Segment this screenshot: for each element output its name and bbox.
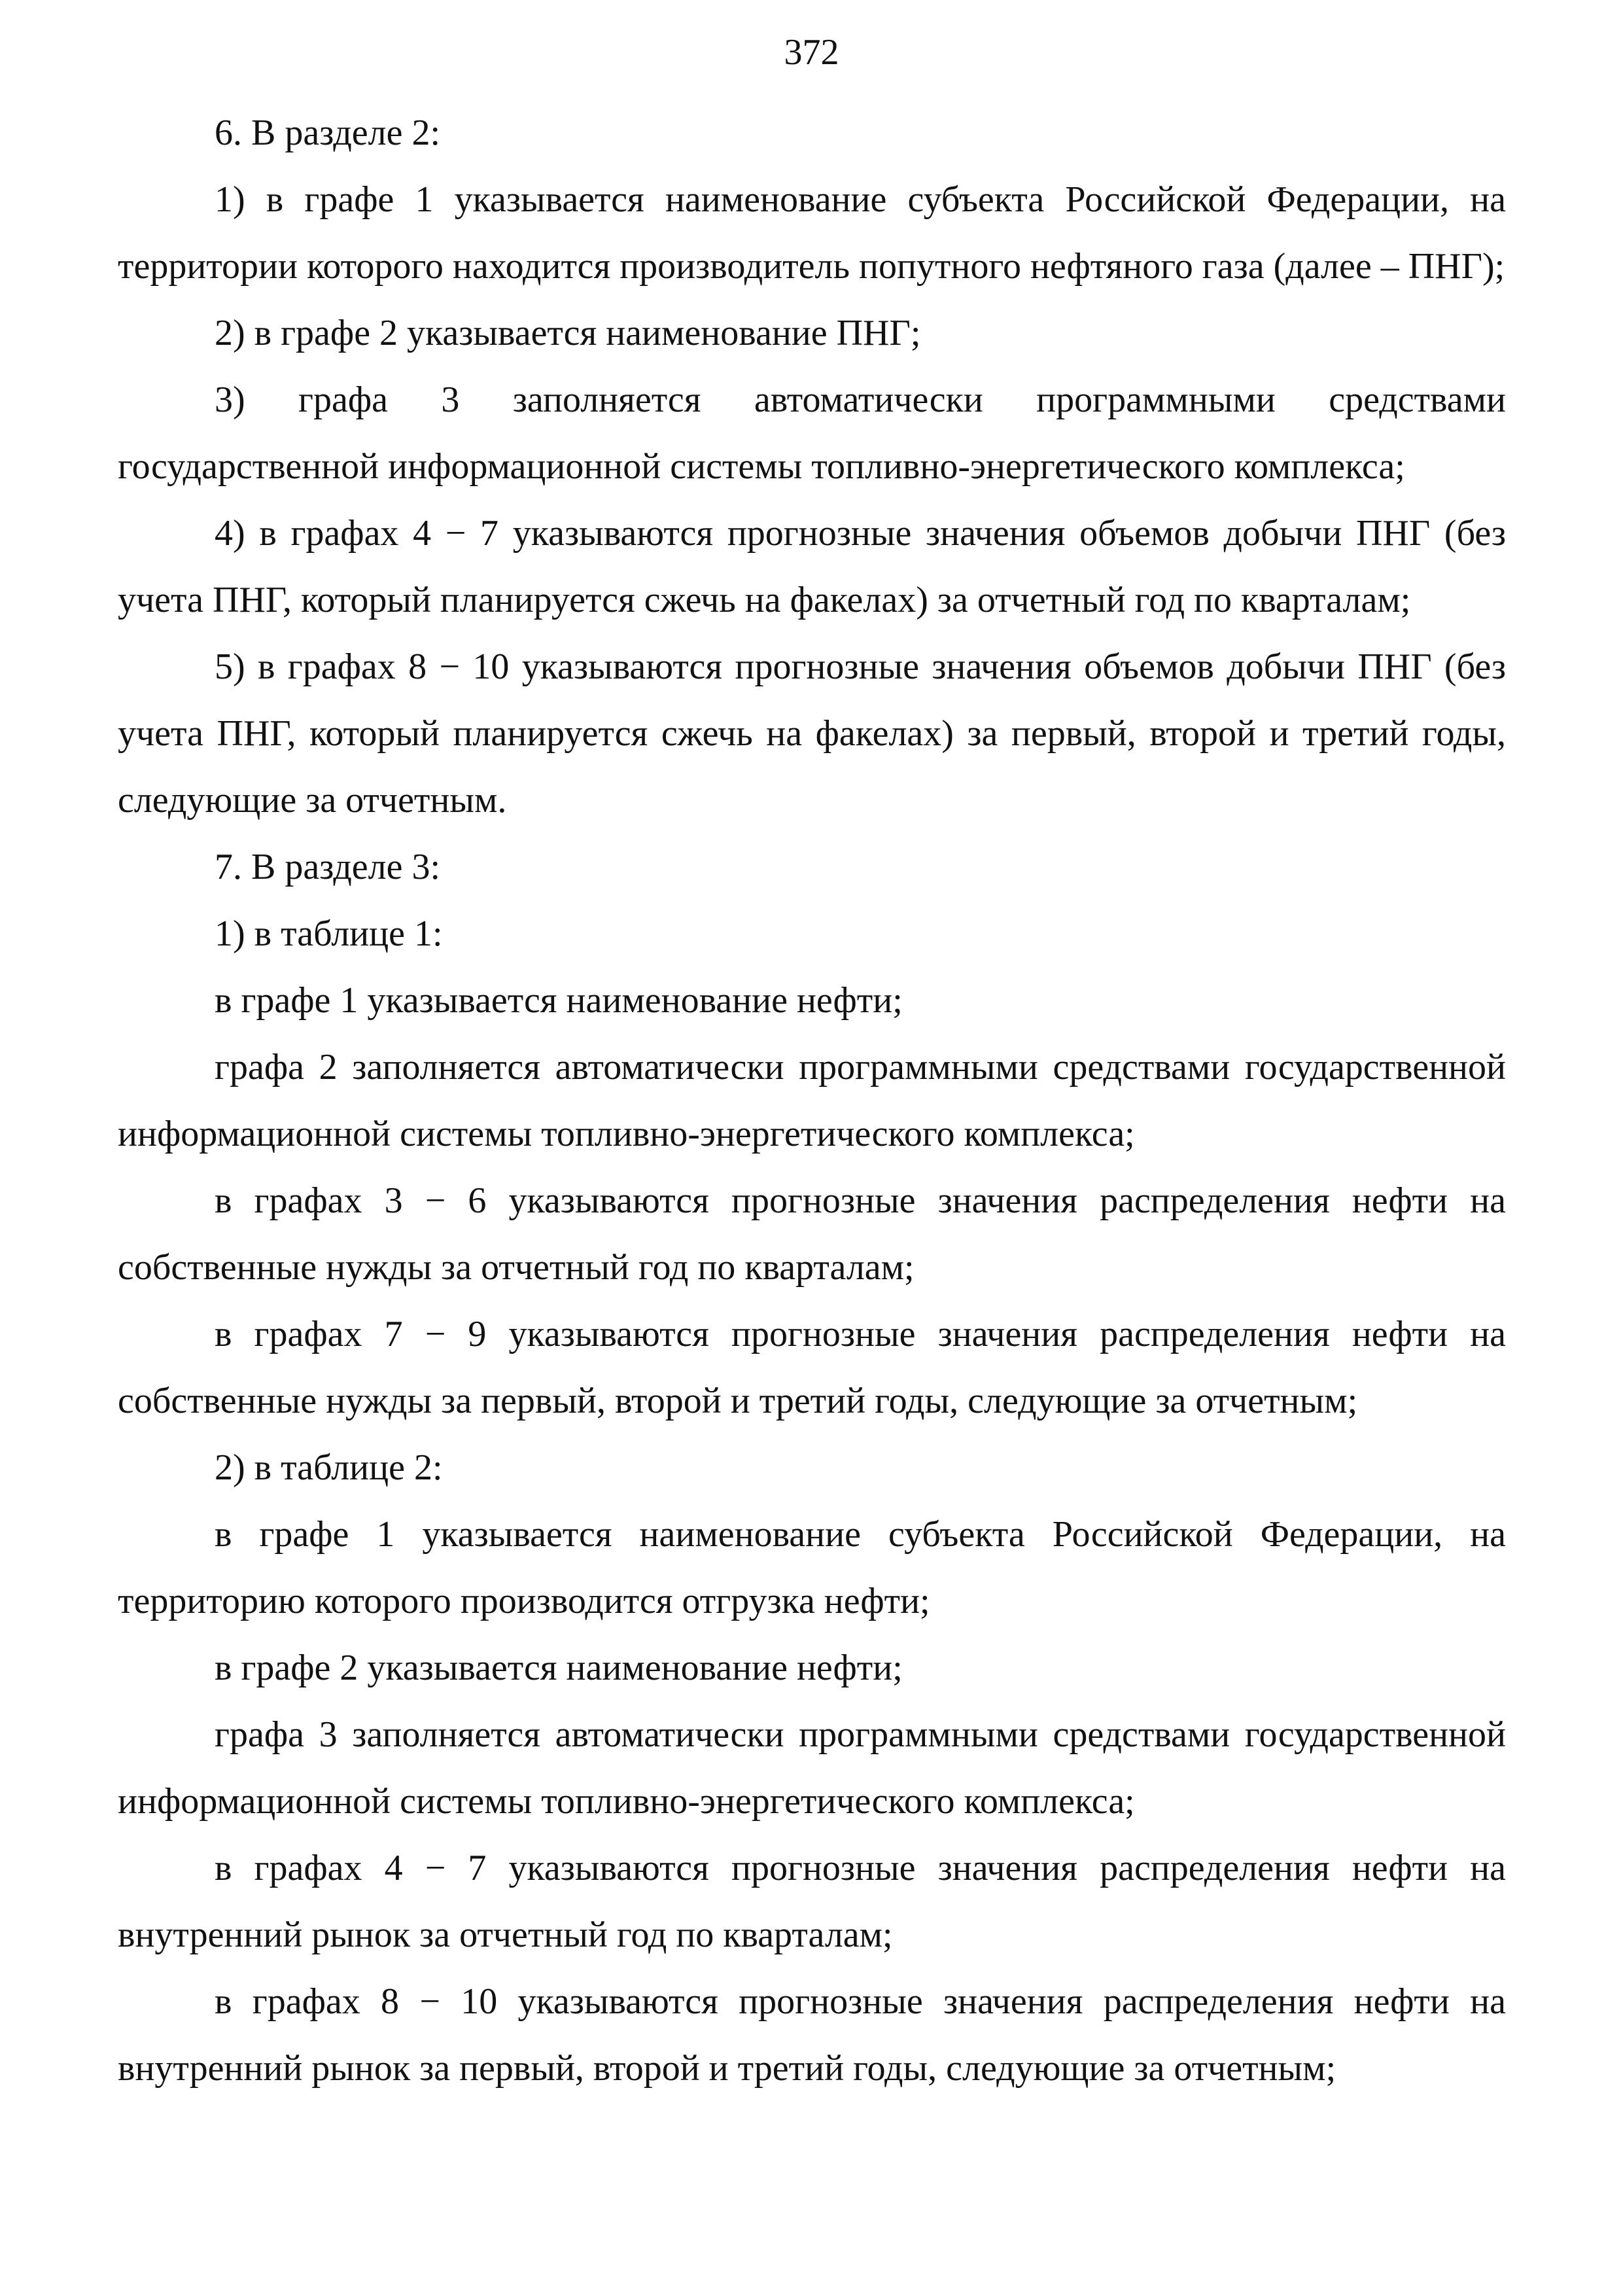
paragraph: в графе 2 указывается наименование нефти; [215,1648,903,1688]
paragraph-table-2-heading: 2) в таблице 2: [215,1447,443,1488]
paragraph-section-7-heading: 7. В разделе 3: [215,847,441,887]
paragraph: 4) в графах 4 − 7 указываются прогнозные значения объемов добычи ПНГ (без учета ПНГ, который планируется сжечь на факелах) за отчетный год по кварталам; [118,513,1506,620]
paragraph: графа 3 заполняется автоматически программными средствами государственной информационной системы топливно-энергетического комплекса; [118,1714,1506,1822]
paragraph: в графах 7 − 9 указываются прогнозные значения распределения нефти на собственные нужды за первый, второй и третий годы, следующие за отчетным; [118,1314,1506,1421]
paragraph: 2) в графе 2 указывается наименование ПНГ; [215,313,921,353]
paragraph: в графе 1 указывается наименование нефти; [215,980,903,1021]
paragraph: 1) в графе 1 указывается наименование субъекта Российской Федерации, на территории которого находится производитель попутного нефтяного газа (далее – ПНГ); [118,179,1506,287]
paragraph: в графах 4 − 7 указываются прогнозные значения распределения нефти на внутренний рынок за отчетный год по кварталам; [118,1848,1506,1955]
paragraph: в графе 1 указывается наименование субъекта Российской Федерации, на территорию которого производится отгрузка нефти; [118,1514,1506,1621]
paragraph: в графах 8 − 10 указываются прогнозные значения распределения нефти на внутренний рынок за первый, второй и третий годы, следующие за отчетным; [118,1981,1506,2089]
paragraph: графа 2 заполняется автоматически программными средствами государственной информационной системы топливно-энергетического комплекса; [118,1047,1506,1154]
paragraph: в графах 3 − 6 указываются прогнозные значения распределения нефти на собственные нужды за отчетный год по кварталам; [118,1180,1506,1288]
paragraph-section-6-heading: 6. В разделе 2: [215,113,441,153]
paragraph: 5) в графах 8 − 10 указываются прогнозные значения объемов добычи ПНГ (без учета ПНГ, который планируется сжечь на факелах) за первый, второй и третий годы, следующие за отчетным. [118,646,1506,821]
paragraph: 3) графа 3 заполняется автоматически программными средствами государственной информационной системы топливно-энергетического комплекса; [118,380,1506,487]
page-number: 372 [784,32,839,73]
paragraph-table-1-heading: 1) в таблице 1: [215,913,443,954]
document-body [118,99,1506,2102]
